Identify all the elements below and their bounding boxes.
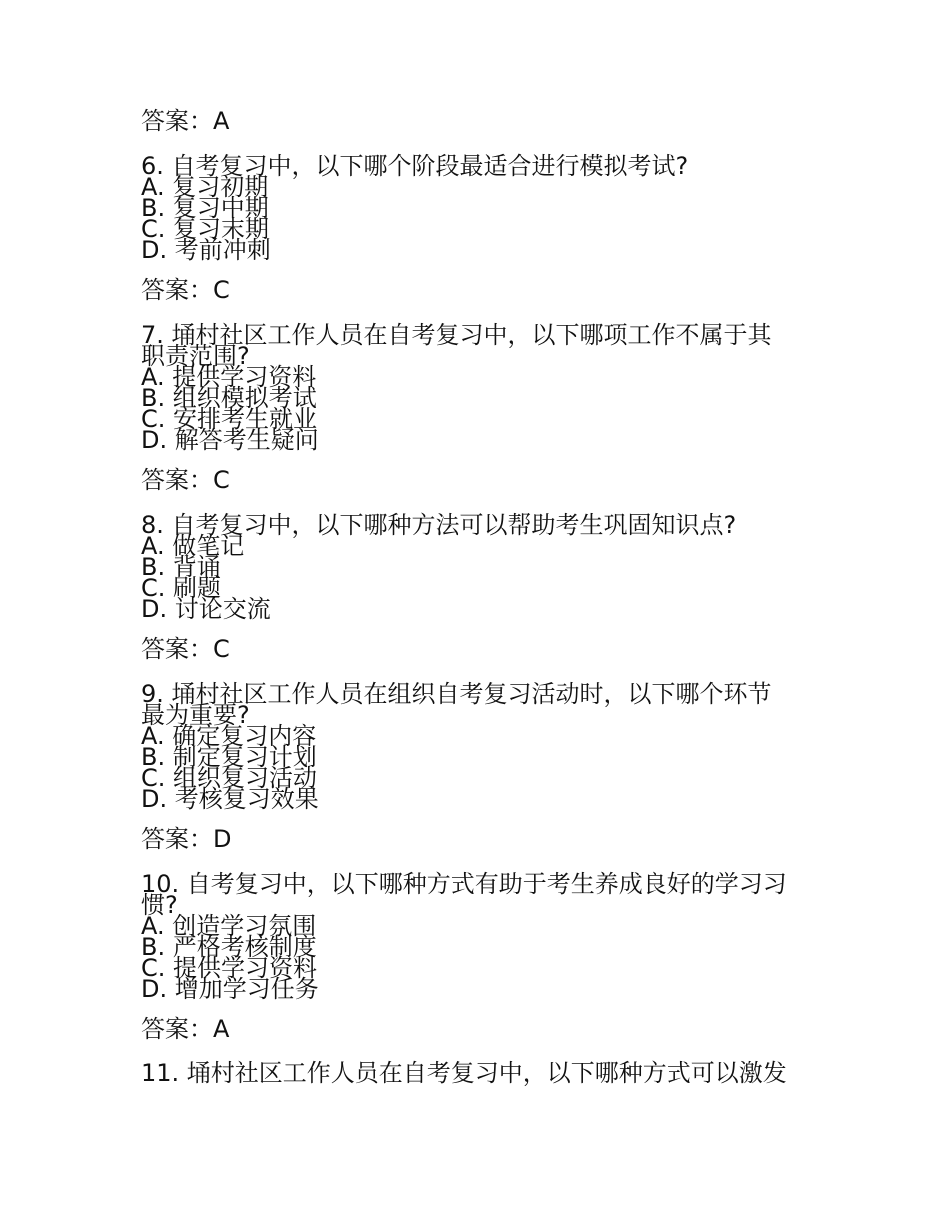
question-7-title-line-2: 职责范围? bbox=[141, 342, 250, 370]
question-10-option-d: D. 增加学习任务 bbox=[141, 975, 319, 1003]
answer-5: 答案：A bbox=[141, 107, 230, 135]
answer-9: 答案：D bbox=[141, 825, 232, 853]
question-9-option-a: A. 确定复习内容 bbox=[141, 722, 317, 750]
question-9-title-line-2: 最为重要? bbox=[141, 701, 250, 729]
question-10-option-a: A. 创造学习氛围 bbox=[141, 912, 317, 940]
question-6-option-b: B. 复习中期 bbox=[141, 194, 269, 222]
question-7-title-line-1: 7. 埇村社区工作人员在自考复习中，以下哪项工作不属于其 bbox=[141, 321, 772, 349]
question-8 bbox=[141, 509, 821, 623]
question-8-option-d: D. 讨论交流 bbox=[141, 595, 271, 623]
answer-10: 答案：A bbox=[141, 1015, 230, 1043]
question-8-option-b: B. 背诵 bbox=[141, 553, 221, 581]
question-6-option-c: C. 复习末期 bbox=[141, 215, 270, 243]
question-7-option-d: D. 解答考生疑问 bbox=[141, 426, 319, 454]
document-page bbox=[141, 106, 821, 1112]
question-10-title-line-2: 惯? bbox=[141, 891, 178, 919]
question-8-title-line-1: 8. 自考复习中，以下哪种方法可以帮助考生巩固知识点? bbox=[141, 511, 737, 539]
question-9-title-line-1: 9. 埇村社区工作人员在组织自考复习活动时，以下哪个环节 bbox=[141, 680, 772, 708]
question-9 bbox=[141, 678, 821, 813]
question-7-title bbox=[141, 319, 821, 370]
question-7-option-b: B. 组织模拟考试 bbox=[141, 384, 317, 412]
question-10-title bbox=[141, 868, 821, 919]
question-7-option-c: C. 安排考生就业 bbox=[141, 405, 318, 433]
question-6-option-d: D. 考前冲刺 bbox=[141, 236, 271, 264]
question-6-title-line-1: 6. 自考复习中，以下哪个阶段最适合进行模拟考试? bbox=[141, 152, 689, 180]
question-9-option-d: D. 考核复习效果 bbox=[141, 785, 319, 813]
question-9-title bbox=[141, 678, 821, 729]
answer-7: 答案：C bbox=[141, 466, 230, 494]
question-7 bbox=[141, 319, 821, 454]
question-6-option-a: A. 复习初期 bbox=[141, 173, 269, 201]
question-10-title-line-1: 10. 自考复习中，以下哪种方式有助于考生养成良好的学习习 bbox=[141, 870, 787, 898]
answer-8: 答案：C bbox=[141, 635, 230, 663]
answer-6: 答案：C bbox=[141, 276, 230, 304]
question-8-option-c: C. 刷题 bbox=[141, 574, 222, 602]
question-8-option-a: A. 做笔记 bbox=[141, 532, 245, 560]
question-9-option-b: B. 制定复习计划 bbox=[141, 743, 317, 771]
question-11-title-line-1: 11. 埇村社区工作人员在自考复习中，以下哪种方式可以激发 bbox=[141, 1059, 787, 1087]
question-10-option-c: C. 提供学习资料 bbox=[141, 954, 318, 982]
question-10-option-b: B. 严格考核制度 bbox=[141, 933, 317, 961]
question-9-option-c: C. 组织复习活动 bbox=[141, 764, 318, 792]
question-10 bbox=[141, 868, 821, 1003]
question-7-option-a: A. 提供学习资料 bbox=[141, 363, 317, 391]
question-6 bbox=[141, 150, 821, 264]
